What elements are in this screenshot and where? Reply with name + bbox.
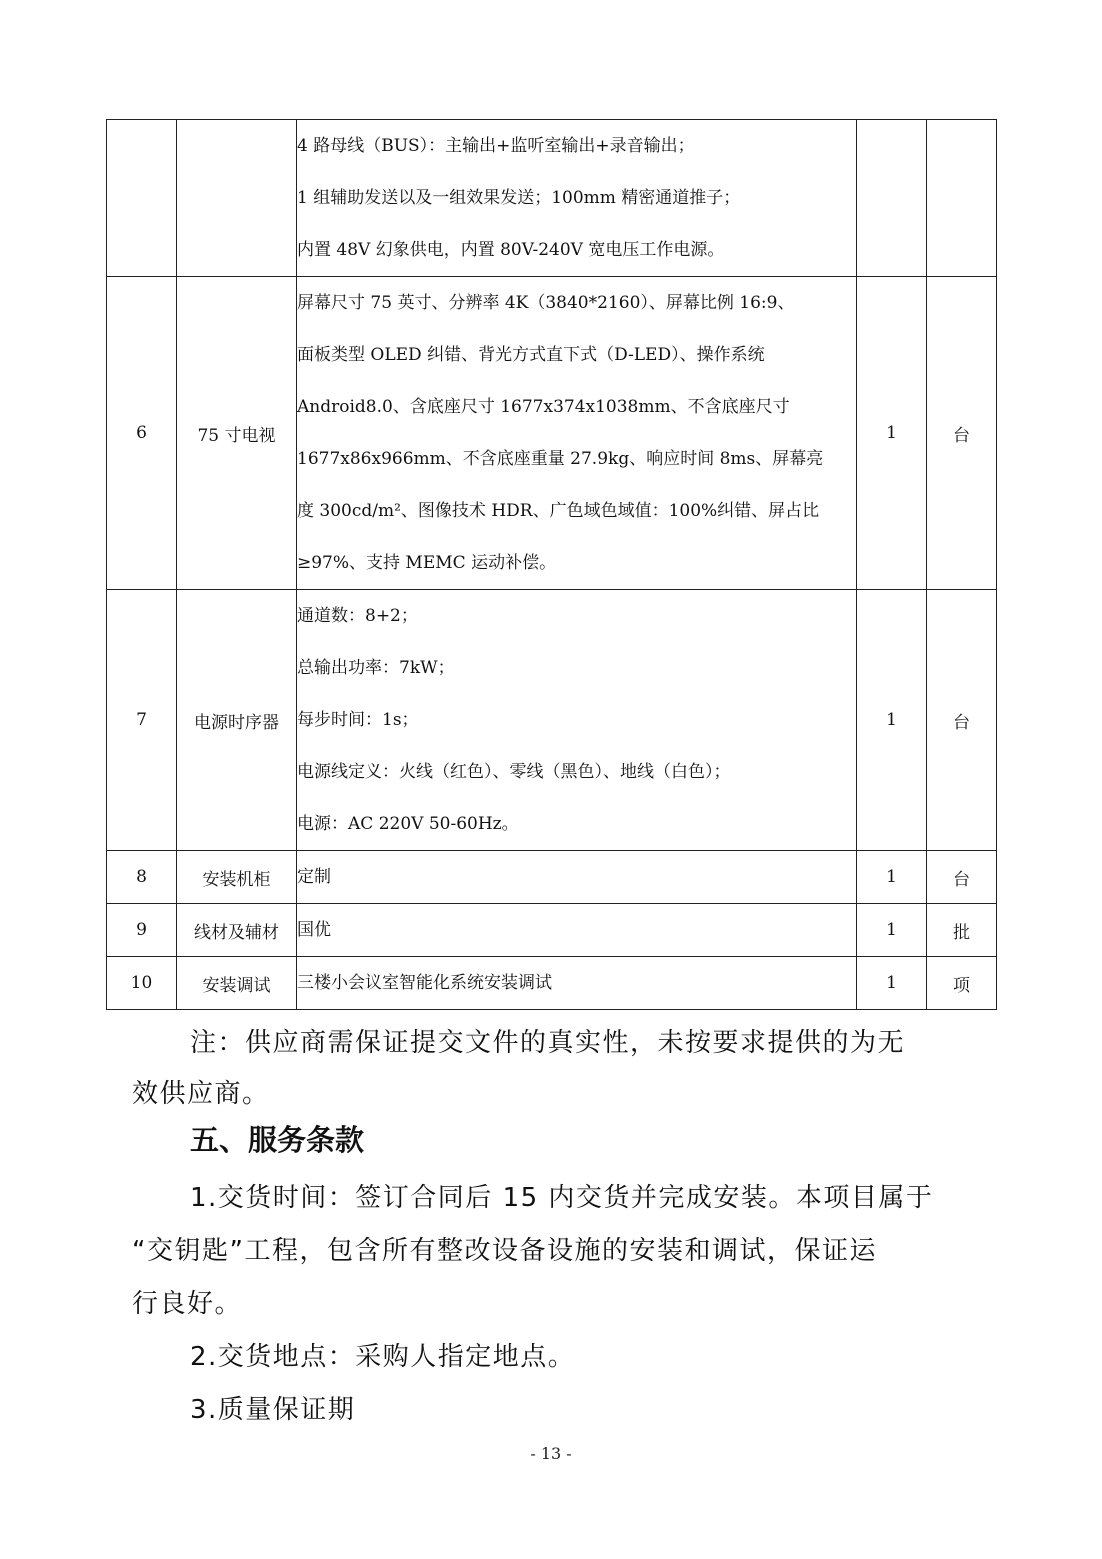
description-line: 内置 48V 幻象供电，内置 80V-240V 宽电压工作电源。 [297, 240, 725, 260]
item-name: 安装调试 [177, 957, 297, 1010]
unit [927, 120, 997, 277]
paragraph-line: 2.交货地点：采购人指定地点。 [190, 1342, 576, 1372]
page-number: - 13 - [530, 1444, 572, 1463]
description-line: 4 路母线（BUS）：主输出+监听室输出+录音输出； [297, 136, 695, 156]
description-line: Android8.0、含底座尺寸 1677x374x1038mm、不含底座尺寸 [297, 397, 790, 417]
description-line: 电源线定义：火线（红色）、零线（黑色）、地线（白色）； [297, 762, 731, 782]
quantity: 1 [857, 904, 927, 957]
description-line: ≥97%、支持 MEMC 运动补偿。 [297, 553, 557, 573]
item-name: 电源时序器 [177, 590, 297, 851]
description-line: 定制 [297, 867, 331, 887]
quantity: 1 [857, 277, 927, 590]
table-row [107, 277, 997, 590]
note-line: 效供应商。 [132, 1079, 270, 1109]
item-description [297, 904, 857, 957]
unit: 项 [927, 957, 997, 1010]
row-number [107, 120, 177, 277]
quantity [857, 120, 927, 277]
item-description [297, 277, 857, 590]
description-line: 国优 [297, 920, 331, 940]
row-number: 7 [107, 590, 177, 851]
description-line: 1677x86x966mm、不含底座重量 27.9kg、响应时间 8ms、屏幕亮 [297, 449, 824, 469]
unit: 台 [927, 851, 997, 904]
row-number: 9 [107, 904, 177, 957]
description-line: 总输出功率：7kW； [297, 658, 455, 678]
description-line: 通道数：8+2； [297, 606, 418, 626]
section-heading: 五、服务条款 [190, 1123, 365, 1157]
table-row [107, 957, 997, 1010]
row-number: 10 [107, 957, 177, 1010]
description-line: 电源：AC 220V 50-60Hz。 [297, 814, 519, 834]
table-row [107, 590, 997, 851]
unit: 台 [927, 590, 997, 851]
description-line: 面板类型 OLED 纠错、背光方式直下式（D-LED）、操作系统 [297, 345, 765, 365]
unit: 批 [927, 904, 997, 957]
table-row [107, 120, 997, 277]
description-line: 三楼小会议室智能化系统安装调试 [297, 973, 552, 993]
row-number: 6 [107, 277, 177, 590]
quantity: 1 [857, 590, 927, 851]
equipment-table [106, 119, 997, 1010]
item-name: 安装机柜 [177, 851, 297, 904]
item-description [297, 120, 857, 277]
paragraph-line: 1.交货时间：签订合同后 15 内交货并完成安装。本项目属于 [190, 1183, 934, 1213]
description-line: 每步时间：1s； [297, 710, 419, 730]
item-description [297, 957, 857, 1010]
quantity: 1 [857, 957, 927, 1010]
description-line: 屏幕尺寸 75 英寸、分辨率 4K（3840*2160）、屏幕比例 16:9、 [297, 293, 795, 313]
item-name: 75 寸电视 [177, 277, 297, 590]
description-line: 1 组辅助发送以及一组效果发送；100mm 精密通道推子； [297, 188, 741, 208]
paragraph-line: “交钥匙”工程，包含所有整改设备设施的安装和调试，保证运 [132, 1236, 877, 1266]
description-line: 度 300cd/m²、图像技术 HDR、广色域色域值：100%纠错、屏占比 [297, 501, 820, 521]
item-name: 线材及辅材 [177, 904, 297, 957]
unit: 台 [927, 277, 997, 590]
item-description [297, 590, 857, 851]
table-row [107, 904, 997, 957]
note-line: 注：供应商需保证提交文件的真实性，未按要求提供的为无 [190, 1028, 906, 1058]
paragraph-line: 行良好。 [132, 1289, 243, 1319]
table-row [107, 851, 997, 904]
item-description [297, 851, 857, 904]
paragraph-line: 3.质量保证期 [190, 1395, 356, 1425]
row-number: 8 [107, 851, 177, 904]
item-name [177, 120, 297, 277]
quantity: 1 [857, 851, 927, 904]
